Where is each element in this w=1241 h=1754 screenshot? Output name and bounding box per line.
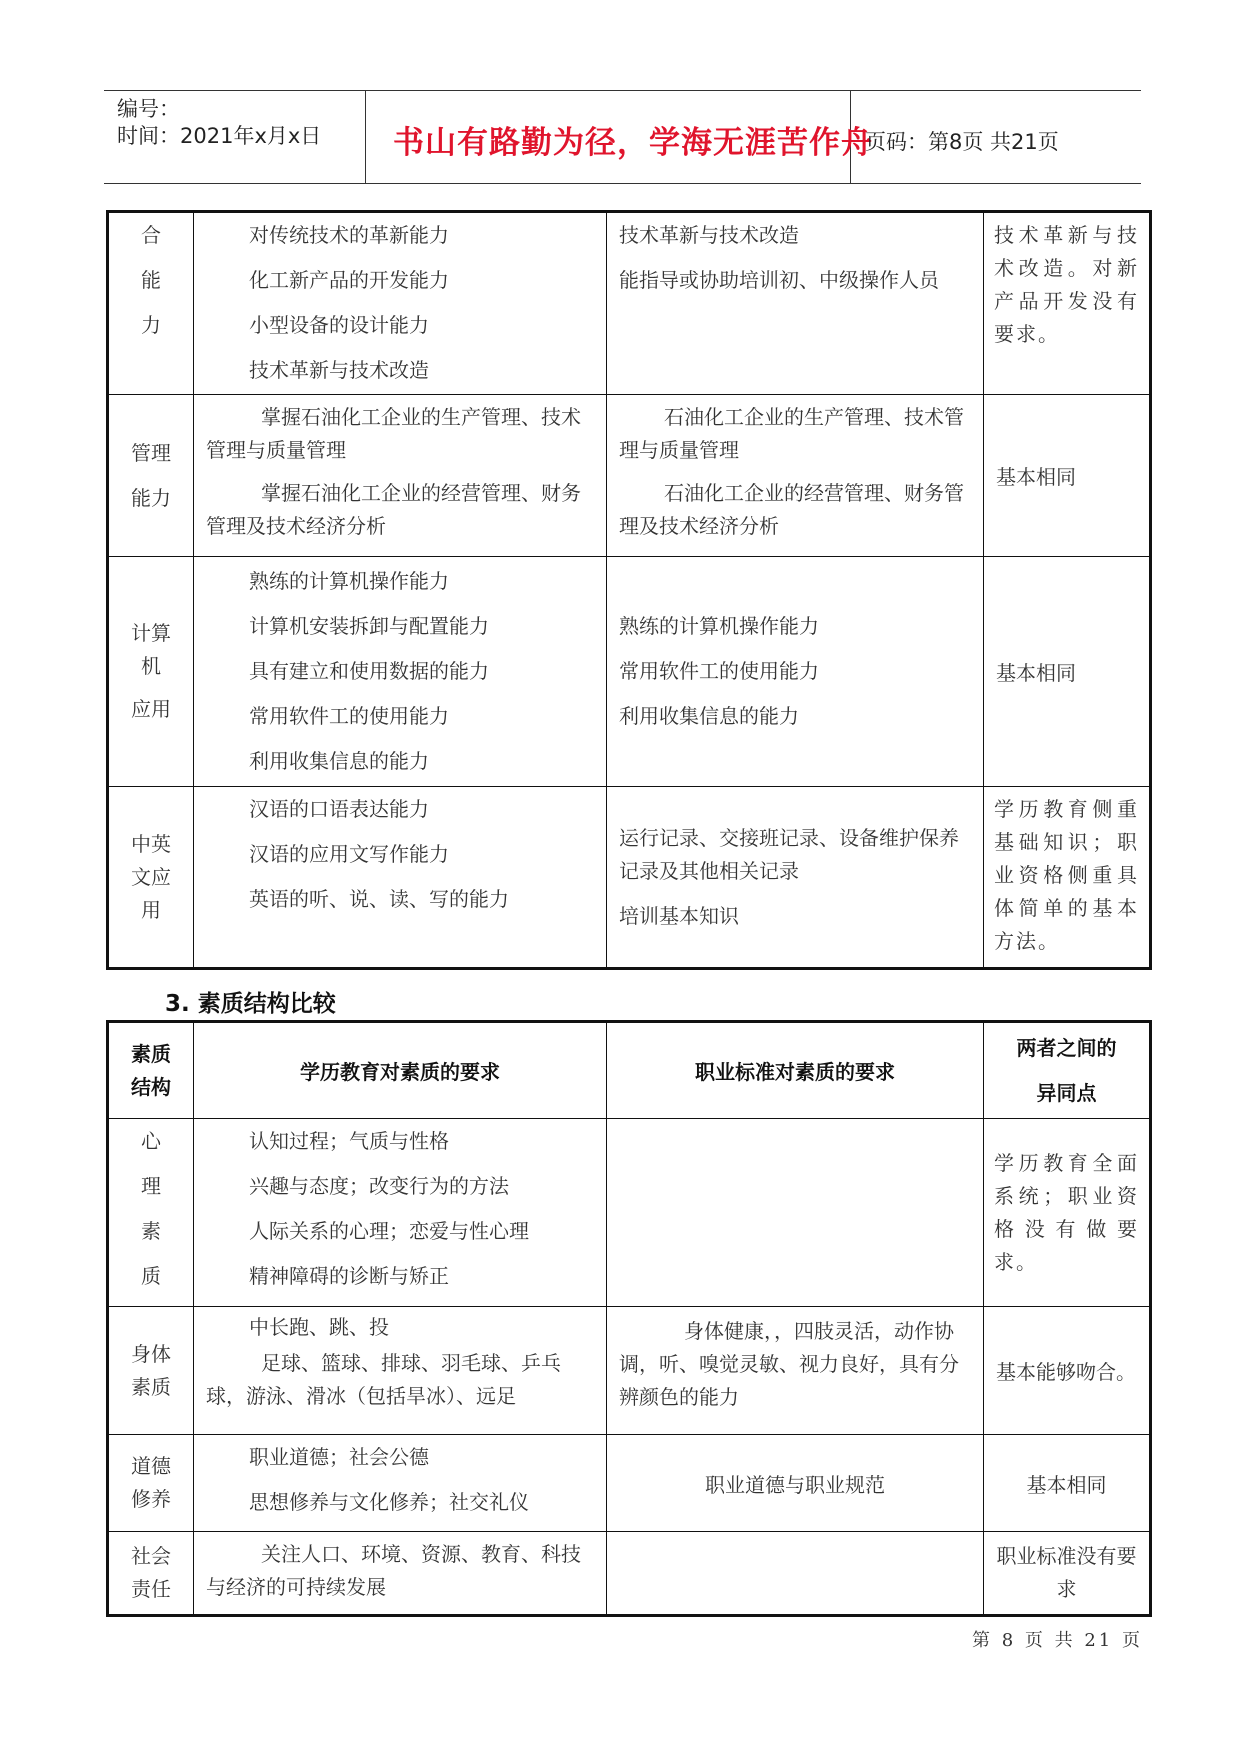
- row-label-cell: [108, 395, 194, 557]
- difference-cell: [984, 1307, 1151, 1435]
- edu-requirement-cell: [194, 1307, 607, 1435]
- row-label-line: 身体: [131, 1341, 171, 1366]
- column-header: [108, 1022, 194, 1119]
- header-motto: 书山有路勤为径，学海无涯苦作舟: [393, 125, 873, 161]
- column-header-text: 素质结构: [131, 1041, 171, 1099]
- section-title: 3. 素质结构比较: [165, 991, 336, 1017]
- list-item: 常用软件工的使用能力: [619, 659, 819, 683]
- column-header: [607, 1022, 984, 1119]
- page-footer: 第 8 页 共 21 页: [972, 1630, 1143, 1651]
- difference-cell: [984, 557, 1151, 787]
- list-item: 对传统技术的革新能力: [249, 223, 449, 247]
- row-label-line: 修养: [131, 1487, 171, 1511]
- row-label-line: 力: [141, 313, 161, 337]
- difference-cell: [984, 787, 1151, 969]
- row-label-cell: [108, 1532, 194, 1616]
- difference-text: 基本相同: [996, 465, 1076, 489]
- header-divider-left: [365, 90, 366, 183]
- list-item: 石油化工企业的生产管理、技术管理与质量管理: [619, 405, 964, 462]
- list-item: 英语的听、说、读、写的能力: [249, 887, 509, 911]
- row-label-line: 用: [141, 897, 161, 922]
- row-label-line: 素: [141, 1219, 161, 1243]
- table-row: [108, 557, 1151, 787]
- list-item: 汉语的应用文写作能力: [249, 842, 449, 866]
- job-standard-cell: [607, 212, 984, 395]
- column-header: [194, 1022, 607, 1119]
- list-item: 职业道德与职业规范: [705, 1472, 885, 1497]
- header-bottom-rule: [104, 183, 1141, 184]
- document-time-label: 时间：2021年x月x日: [117, 124, 322, 148]
- job-standard-cell: [607, 1119, 984, 1307]
- row-label-line: 能: [141, 268, 161, 292]
- job-standard-cell: [607, 1532, 984, 1616]
- row-label-cell: [108, 1119, 194, 1307]
- difference-text: 基本相同: [996, 661, 1076, 685]
- list-item: 常用软件工的使用能力: [249, 704, 449, 728]
- list-item: 身体健康，，四肢灵活，动作协调，听、嗅觉灵敏、视力良好，具有分辨颜色的能力: [619, 1319, 959, 1409]
- difference-text: 技术革新与技术改造。对新产品开发没有要求。: [994, 223, 1139, 346]
- row-label-cell: [108, 787, 194, 969]
- list-item: 能指导或协助培训初、中级操作人员: [619, 268, 939, 292]
- row-label-cell: [108, 1435, 194, 1532]
- document-number-label: 编号：: [117, 97, 180, 121]
- list-item: 化工新产品的开发能力: [249, 268, 449, 292]
- difference-text: 学历教育侧重基础知识；职业资格侧重具体简单的基本方法。: [994, 797, 1139, 953]
- table-header-row: [108, 1022, 1151, 1119]
- list-item: 中长跑、跳、投: [249, 1315, 389, 1339]
- row-label-line: 合: [141, 223, 161, 247]
- list-item: 利用收集信息的能力: [619, 704, 799, 728]
- list-item: 技术革新与技术改造: [619, 223, 799, 247]
- list-item: 利用收集信息的能力: [249, 749, 429, 773]
- list-item: 具有建立和使用数据的能力: [249, 659, 489, 683]
- list-item: 运行记录、交接班记录、设备维护保养记录及其他相关记录: [619, 825, 959, 883]
- row-label-line: 中英: [131, 831, 171, 856]
- column-header-text: 职业标准对素质的要求: [695, 1060, 895, 1084]
- difference-cell: [984, 1119, 1151, 1307]
- ability-comparison-table: [106, 210, 1152, 970]
- edu-requirement-cell: [194, 1532, 607, 1616]
- column-header: [984, 1022, 1151, 1119]
- list-item: 关注人口、环境、资源、教育、科技与经济的可持续发展: [206, 1542, 581, 1599]
- row-label-line: 素质: [131, 1374, 171, 1399]
- difference-cell: [984, 1435, 1151, 1532]
- list-item: 掌握石油化工企业的经营管理、财务管理及技术经济分析: [206, 481, 581, 538]
- job-standard-cell: [607, 787, 984, 969]
- list-item: 汉语的口语表达能力: [249, 797, 429, 821]
- list-item: 职业道德；社会公德: [249, 1445, 429, 1469]
- list-item: 人际关系的心理；恋爱与性心理: [249, 1219, 529, 1243]
- edu-requirement-cell: [194, 557, 607, 787]
- job-standard-cell: [607, 1435, 984, 1532]
- table-row: [108, 1435, 1151, 1532]
- job-standard-cell: [607, 557, 984, 787]
- list-item: 掌握石油化工企业的生产管理、技术管理与质量管理: [206, 405, 581, 462]
- difference-text: 基本能够吻合。: [996, 1360, 1136, 1384]
- list-item: 足球、篮球、排球、羽毛球、乒乓球，游泳、滑冰（包括旱冰）、远足: [206, 1351, 561, 1408]
- edu-requirement-cell: [194, 1119, 607, 1307]
- table-row: [108, 1307, 1151, 1435]
- row-label-cell: [108, 212, 194, 395]
- table-row: [108, 1119, 1151, 1307]
- table-row: [108, 1532, 1151, 1616]
- list-item: 培训基本知识: [619, 903, 739, 928]
- job-standard-cell: [607, 395, 984, 557]
- row-label-line: 能力: [131, 485, 171, 510]
- list-item: 小型设备的设计能力: [249, 313, 429, 337]
- row-label-line: 社会: [131, 1544, 171, 1568]
- row-label-line: 心: [141, 1129, 161, 1153]
- list-item: 熟练的计算机操作能力: [249, 569, 449, 593]
- header-page-label: 页码：第8页 共21页: [865, 130, 1059, 154]
- row-label-line: 道德: [131, 1454, 171, 1478]
- row-label-line: 管理: [131, 440, 171, 465]
- list-item: 认知过程；气质与性格: [249, 1129, 449, 1153]
- list-item: 兴趣与态度；改变行为的方法: [249, 1174, 509, 1198]
- edu-requirement-cell: [194, 395, 607, 557]
- difference-cell: [984, 212, 1151, 395]
- quality-comparison-table: [106, 1020, 1152, 1617]
- table-row: [108, 212, 1151, 395]
- row-label-line: 文应: [131, 864, 171, 889]
- header-top-rule: [104, 90, 1141, 91]
- row-label-cell: [108, 557, 194, 787]
- edu-requirement-cell: [194, 212, 607, 395]
- job-standard-cell: [607, 1307, 984, 1435]
- column-header-text: 两者之间的: [1016, 1035, 1117, 1060]
- row-label-cell: [108, 1307, 194, 1435]
- column-header-text: 学历教育对素质的要求: [300, 1060, 500, 1084]
- list-item: 技术革新与技术改造: [249, 358, 429, 382]
- list-item: 石油化工企业的经营管理、财务管理及技术经济分析: [619, 481, 964, 538]
- difference-cell: [984, 1532, 1151, 1616]
- difference-text: 学历教育全面系统；职业资格没有做要求。: [994, 1150, 1139, 1274]
- list-item: 思想修养与文化修养；社交礼仪: [249, 1490, 529, 1514]
- list-item: 熟练的计算机操作能力: [619, 614, 819, 638]
- difference-text: 基本相同: [1026, 1472, 1107, 1497]
- row-label-line: 应用: [131, 697, 171, 721]
- row-label-line: 责任: [131, 1577, 171, 1601]
- difference-cell: [984, 395, 1151, 557]
- edu-requirement-cell: [194, 1435, 607, 1532]
- column-header-text: 异同点: [1036, 1080, 1097, 1105]
- row-label-line: 质: [141, 1264, 161, 1288]
- edu-requirement-cell: [194, 787, 607, 969]
- list-item: 计算机安装拆卸与配置能力: [249, 614, 489, 638]
- table-row: [108, 787, 1151, 969]
- difference-text: 职业标准没有要求: [996, 1544, 1137, 1601]
- list-item: 精神障碍的诊断与矫正: [249, 1264, 449, 1288]
- row-label-line: 理: [141, 1174, 161, 1198]
- table-row: [108, 395, 1151, 557]
- row-label-line: 计算: [131, 621, 171, 645]
- row-label-line: 机: [141, 654, 161, 678]
